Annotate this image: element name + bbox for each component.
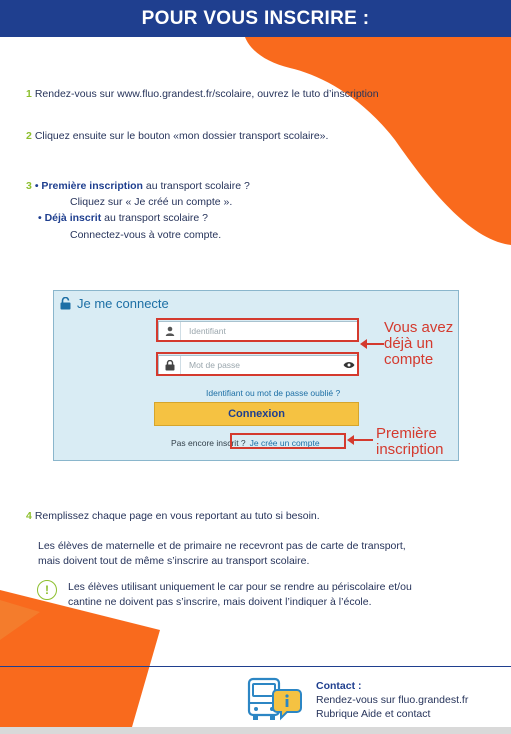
username-highlight [156,318,359,342]
arrow-left-icon [359,338,385,350]
signup-highlight [230,433,346,449]
bottom-bar [0,727,511,734]
first-registration-action: Cliquez sur « Je créé un compte ». [70,196,233,208]
connexion-button[interactable]: Connexion [154,402,359,426]
arrow-left-icon [346,434,374,446]
contact-title: Contact : [316,680,362,692]
bus-info-icon [245,676,303,722]
login-title-text: Je me connecte [77,296,169,311]
step-3 [26,180,250,192]
forgot-password-link[interactable]: Identifiant ou mot de passe oublié ? [206,388,341,398]
already-registered-label: • Déjà inscrit [38,212,102,224]
page-title: POUR VOUS INSCRIRE : [141,7,370,29]
annotation-line: inscription [376,441,444,458]
contact-block [316,679,468,721]
first-registration-annotation [376,426,444,458]
annotation-line: déjà un [384,335,434,352]
annotation-line: Première [376,425,437,442]
already-account-annotation [384,320,453,368]
step-number: 2 [26,130,32,142]
not-registered-text: Pas encore inscrit ? [171,438,246,448]
step-1 [26,88,379,100]
step-number: 4 [26,510,32,522]
already-registered-line [38,212,208,224]
password-placeholder: Mot de passe [189,360,241,370]
already-registered-rest: au transport scolaire ? [101,212,209,224]
page-header [0,0,511,37]
username-placeholder: Identifiant [189,326,226,336]
signup-link[interactable]: Je crée un compte [249,438,320,448]
annotation-line: Vous avez [384,319,454,336]
step-number: 1 [26,88,32,100]
step-2 [26,130,328,142]
footer-divider [0,666,511,667]
first-registration-rest: au transport scolaire ? [142,180,250,192]
login-title [60,296,169,311]
info-paragraph-line: mais doivent tout de même s’inscrire au transport scolaire. [38,555,310,567]
warning-icon: ! [37,580,57,600]
info-paragraph-line: Les élèves de maternelle et de primaire ne recevront pas de carte de transport, [38,540,406,552]
annotation-line: compte [384,351,434,368]
step-text: Remplissez chaque page en vous reportant au tuto si besoin. [34,510,320,522]
contact-line: Rendez-vous sur fluo.grandest.fr [316,694,469,706]
step-text: Rendez-vous sur www.fluo.grandest.fr/scolaire, ouvrez le tuto d’inscription [34,88,379,100]
password-highlight [156,352,359,376]
first-registration-label: • Première inscription [34,180,143,192]
step-text: Cliquez ensuite sur le bouton «mon dossier transport scolaire». [34,130,329,142]
note-line: cantine ne doivent pas s’inscrire, mais doivent l’indiquer à l’école. [68,596,372,608]
step-number: 3 [26,180,32,192]
step-4 [26,510,320,522]
already-registered-action: Connectez-vous à votre compte. [70,229,222,241]
contact-line: Rubrique Aide et contact [316,708,431,720]
unlock-icon [60,297,71,310]
note-line: Les élèves utilisant uniquement le car pour se rendre au périscolaire et/ou [68,581,412,593]
